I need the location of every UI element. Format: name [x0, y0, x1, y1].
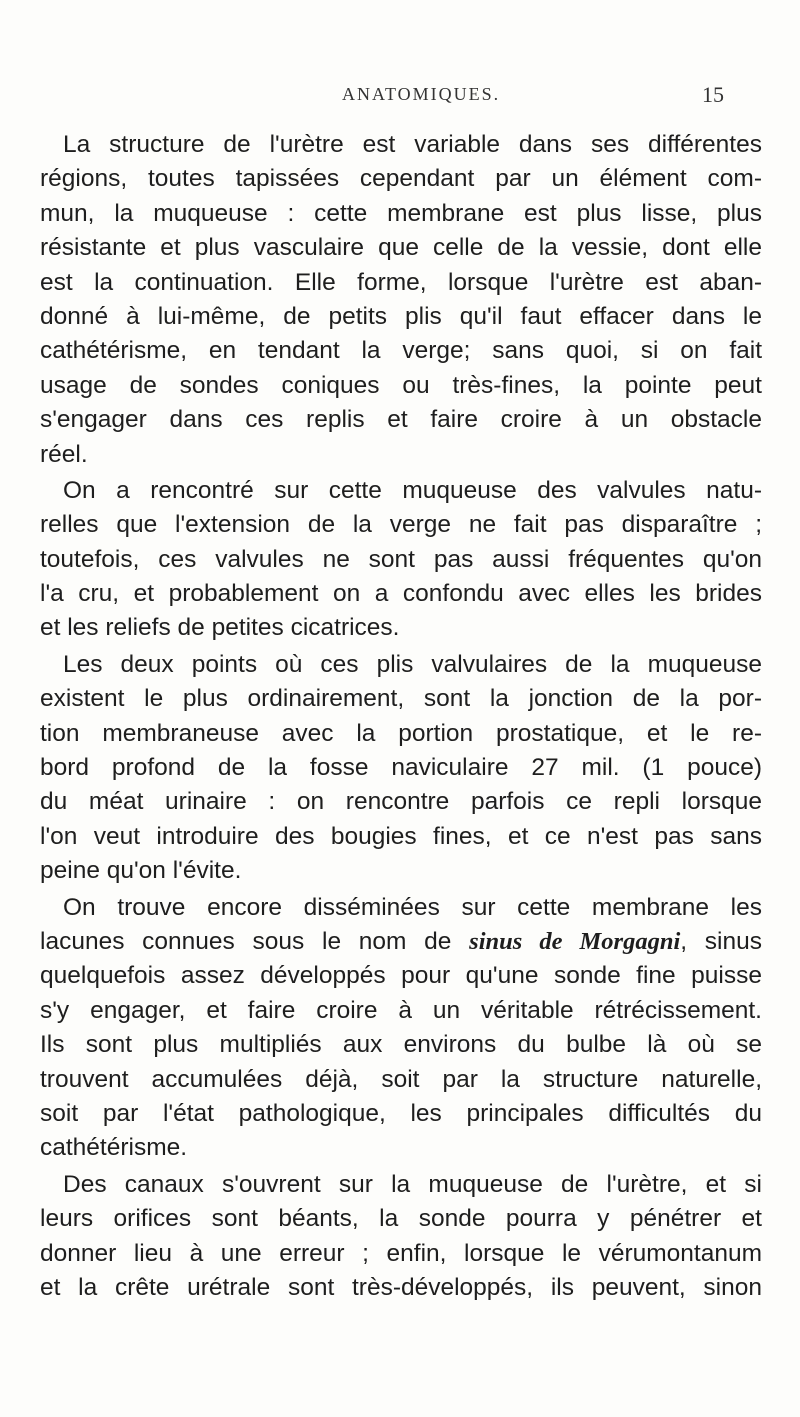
- paragraph-fold-locations: [40, 648, 762, 889]
- text-line: usage de sondes coniques ou très-fines, la pointe peut: [40, 371, 762, 399]
- text-line: quelquefois assez développés pour qu'une sonde fine puisse: [40, 962, 762, 990]
- text-line: toutefois, ces valvules ne sont pas aussi fréquentes qu'on: [40, 545, 762, 573]
- paragraph-lacunae: [40, 891, 762, 1166]
- text-line: et la crête urétrale sont très-développés, ils peuvent, sinon: [40, 1273, 762, 1301]
- text-line: [40, 925, 762, 959]
- paragraph-valves: [40, 474, 762, 646]
- text-line: mun, la muqueuse : cette membrane est plus lisse, plus: [40, 199, 762, 227]
- text-line: La structure de l'urètre est variable dans ses différentes: [63, 131, 762, 158]
- text-line: l'on veut introduire des bougies fines, et ce n'est pas sans: [40, 822, 762, 850]
- text-line: du méat urinaire : on rencontre parfois ce repli lorsque: [40, 788, 762, 816]
- text-line: relles que l'extension de la verge ne fait pas disparaître ;: [40, 511, 762, 539]
- text-line: Ils sont plus multipliés aux environs du bulbe là où se: [40, 1031, 762, 1059]
- text-line: régions, toutes tapissées cependant par un élément com-: [40, 165, 762, 193]
- text-line: existent le plus ordinairement, sont la jonction de la por-: [40, 685, 762, 713]
- paragraph-urethra-structure: [40, 128, 762, 472]
- text-line: cathétérisme.: [40, 1134, 188, 1162]
- text-line: soit par l'état pathologique, les principales difficultés du: [40, 1099, 762, 1127]
- text-line: On trouve encore disséminées sur cette membrane les: [63, 893, 762, 921]
- italic-term-sinus-de-morgagni: sinus de Morgagni: [469, 927, 681, 955]
- page-header: [0, 84, 800, 114]
- text-line: réel.: [40, 440, 88, 468]
- text-line: résistante et plus vasculaire que celle de la vessie, dont elle: [40, 234, 762, 262]
- body-text: [40, 128, 762, 1307]
- text-line: s'y engager, et faire croire à un véritable rétrécissement.: [40, 996, 762, 1024]
- text-line: est la continuation. Elle forme, lorsque l'urètre est aban-: [40, 268, 762, 296]
- text-line: l'a cru, et probablement on a confondu avec elles les brides: [40, 580, 762, 608]
- page-number: 15: [702, 82, 724, 107]
- text-line: Des canaux s'ouvrent sur la muqueuse de l'urètre, et si: [63, 1170, 762, 1198]
- text-line: leurs orifices sont béants, la sonde pourra y pénétrer et: [40, 1205, 762, 1233]
- text-line: tion membraneuse avec la portion prostatique, et le re-: [40, 719, 762, 747]
- text-line: et les reliefs de petites cicatrices.: [40, 614, 400, 642]
- text-line: donné à lui-même, de petits plis qu'il faut effacer dans le: [40, 302, 762, 330]
- text-segment: , sinus: [680, 927, 762, 955]
- text-line: bord profond de la fosse naviculaire 27 mil. (1 pouce): [40, 754, 762, 782]
- text-line: donner lieu à une erreur ; enfin, lorsque le vérumontanum: [40, 1239, 762, 1267]
- text-segment: lacunes connues sous le nom de: [40, 927, 470, 955]
- text-line: trouvent accumulées déjà, soit par la structure naturelle,: [40, 1065, 762, 1093]
- text-line: On a rencontré sur cette muqueuse des valvules natu-: [63, 476, 762, 504]
- text-line: peine qu'on l'évite.: [40, 857, 242, 885]
- paragraph-canals: [40, 1168, 762, 1306]
- text-line: s'engager dans ces replis et faire croire à un obstacle: [40, 406, 762, 434]
- running-head: ANATOMIQUES.: [342, 84, 501, 104]
- text-line: Les deux points où ces plis valvulaires de la muqueuse: [63, 650, 762, 678]
- text-line: cathétérisme, en tendant la verge; sans quoi, si on fait: [40, 337, 762, 365]
